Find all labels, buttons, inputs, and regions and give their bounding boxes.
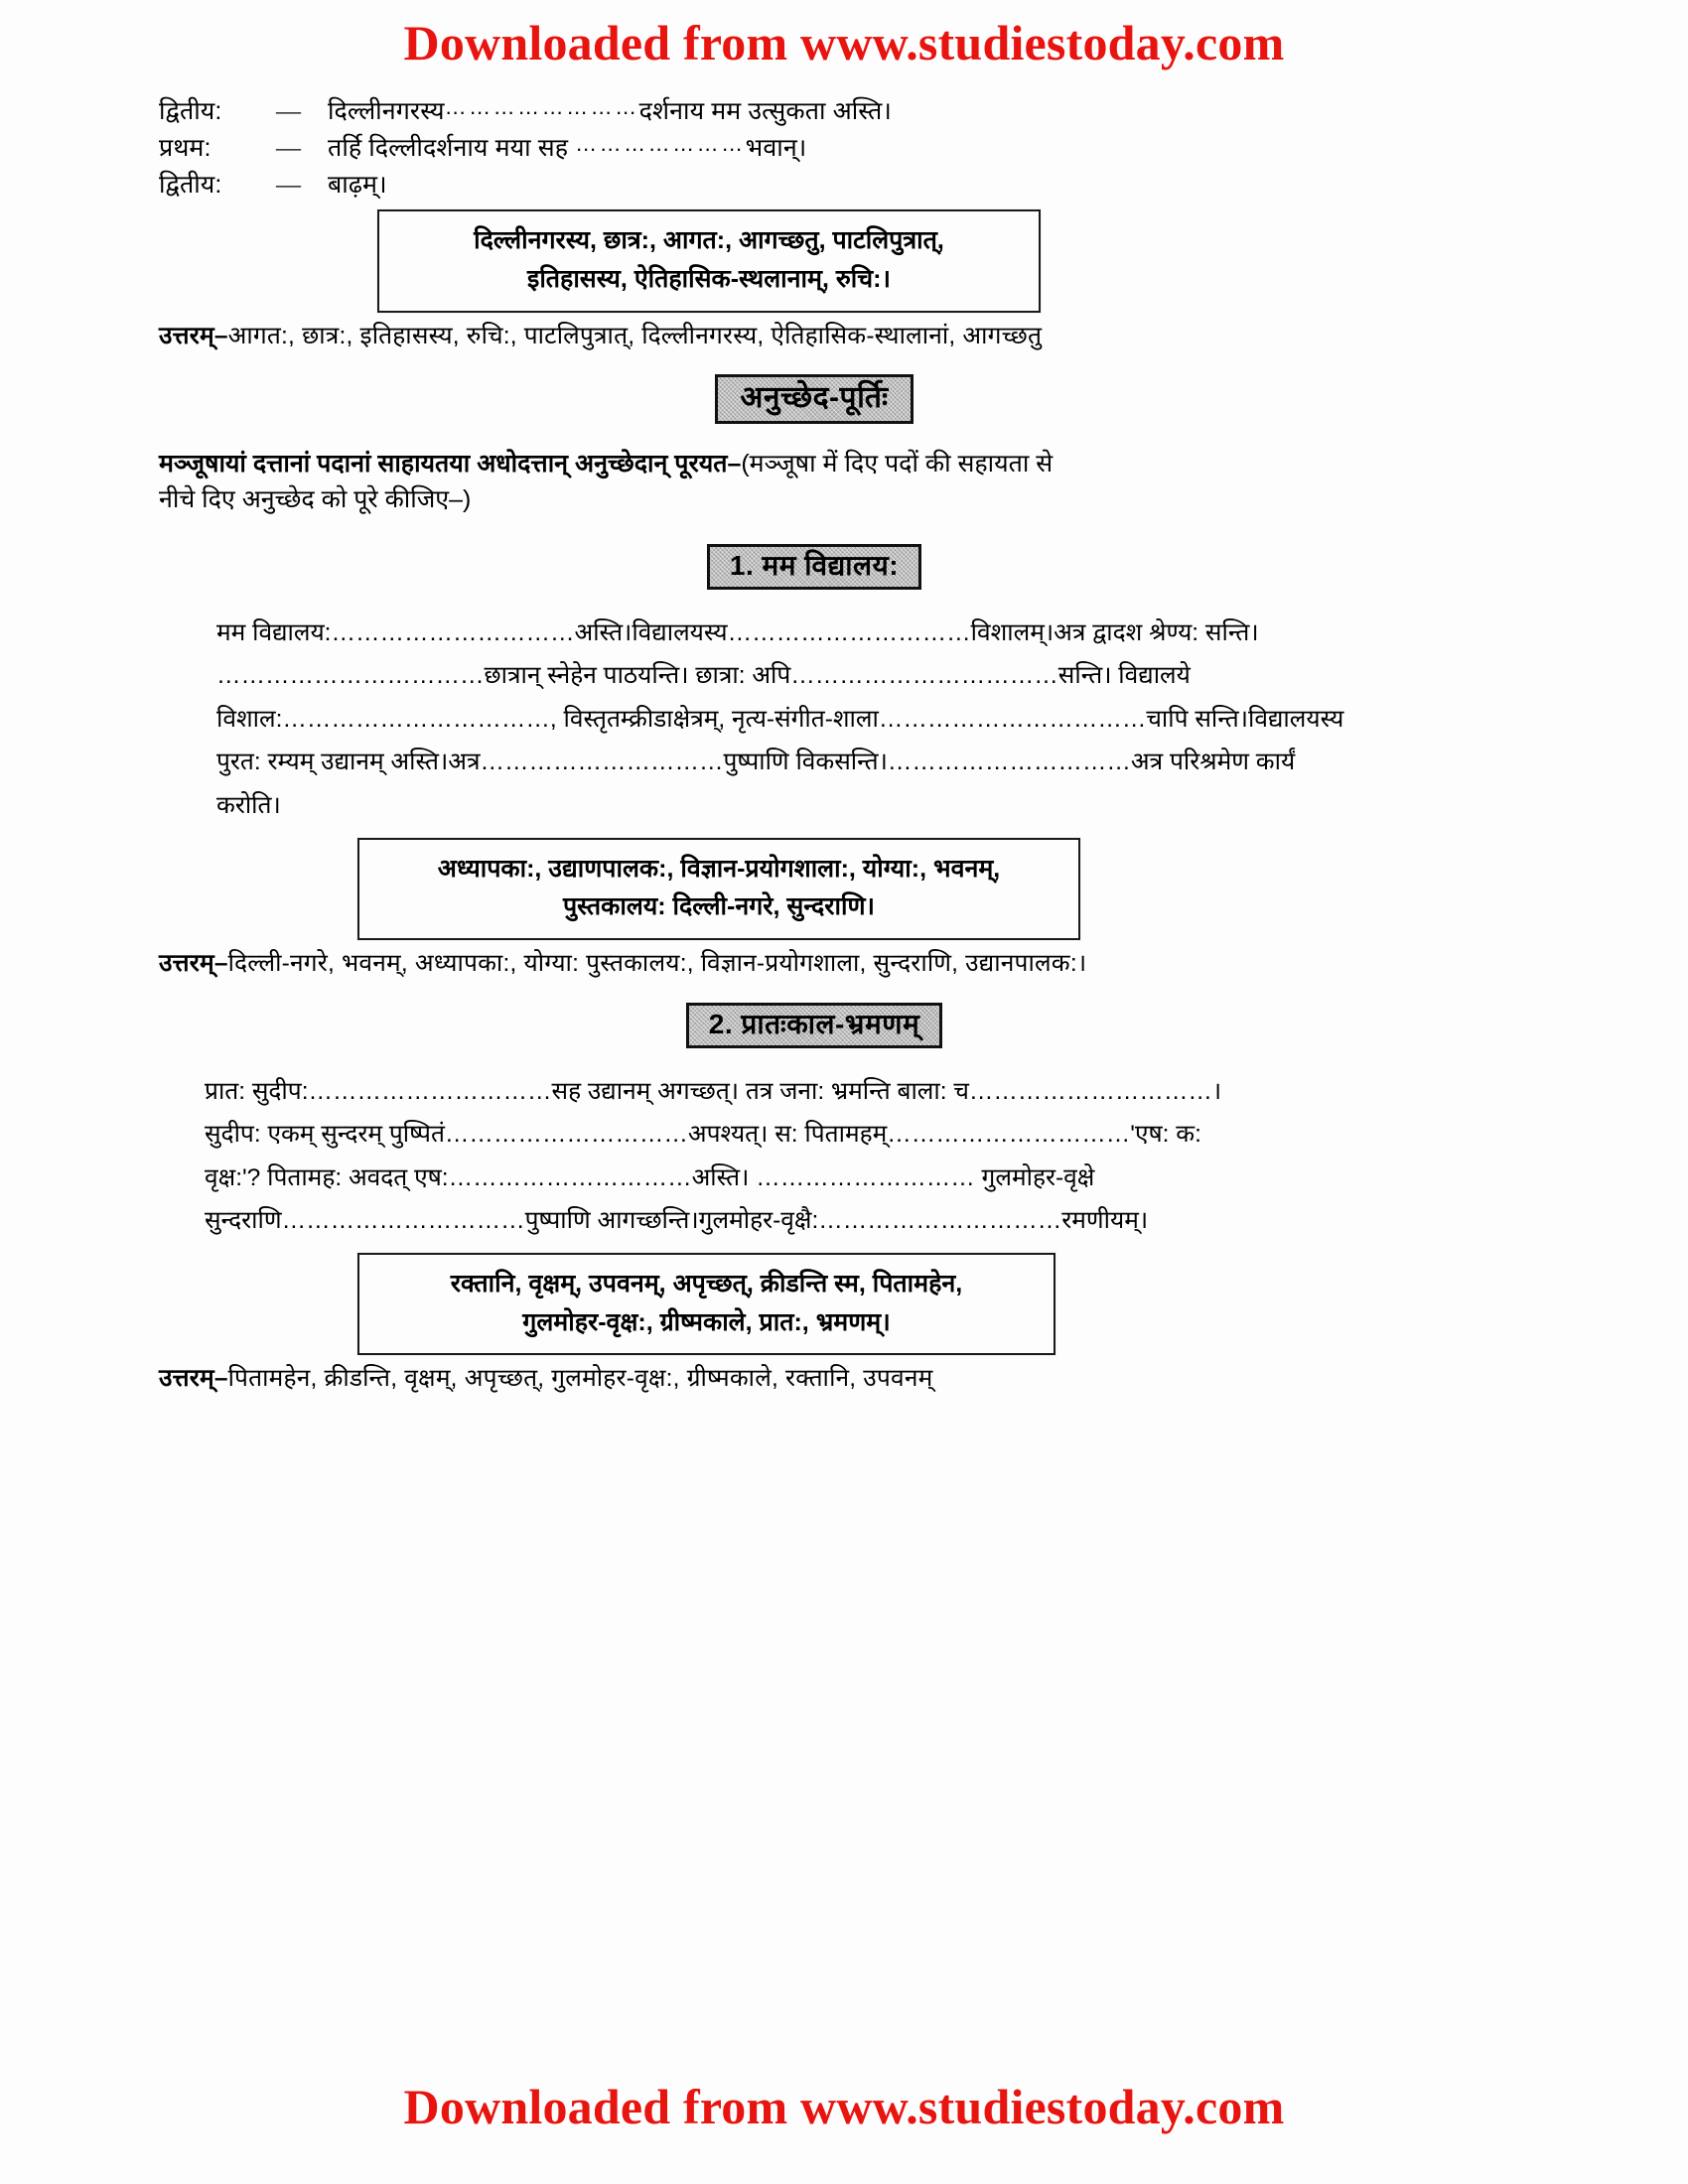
word-bank-box [357, 1253, 1055, 1356]
passage-line: सुन्दराणि…………………………पुष्पाणि आगच्छन्ति।गुलमोहर-वृक्षै:…………………………रमणीयम्। [205, 1207, 1149, 1235]
dialogue-speaker: द्वितीय: [159, 97, 222, 125]
passage-line: पुरत: रम्यम् उद्यानम् अस्ति।अत्र…………………………पुष्पाणि विकसन्ति।…………………………अत्र परिश्रमेण कार्यं [216, 749, 1296, 776]
watermark-bottom: Downloaded from www.studiestoday.com [403, 2079, 1285, 2134]
fill-blank-dots: …………………… [444, 94, 639, 119]
fill-blank-dots: ………………… [575, 131, 746, 156]
answer-text: दिल्ली-नगरे, भवनम्, अध्यापका:, योग्या: पुस्तकालय:, विज्ञान-प्रयोगशाला, सुन्दराणि, उद्यानपालक:। [227, 950, 1087, 978]
dialogue-speaker: द्वितीय: [159, 171, 222, 199]
section-heading-2: 2. प्रातःकाल-भ्रमणम् [686, 1003, 942, 1048]
passage-2 [159, 1070, 1470, 1243]
dialogue-text [328, 131, 1470, 162]
dialogue-text-after: भवान्। [745, 134, 807, 162]
word-bank-line: गुलमोहर-वृक्ष:, ग्रीष्मकाले, प्रात:, भ्रमणम्। [522, 1307, 891, 1336]
word-bank-line: इतिहासस्य, ऐतिहासिक-स्थलानाम्, रुचि:। [527, 264, 891, 293]
dialogue-row [159, 173, 1470, 198]
instruction-dash: – [727, 450, 742, 478]
section-heading-wrap [159, 374, 1470, 424]
dialogue-dash: — [276, 135, 302, 162]
word-bank-box [357, 838, 1080, 941]
word-bank-line: पुस्तकालय: दिल्ली-नगरे, सुन्दराणि। [562, 892, 876, 921]
dialogue-row [159, 131, 1470, 162]
answer-line [159, 322, 1470, 349]
watermark-top: Downloaded from www.studiestoday.com [403, 15, 1285, 70]
section-1-heading-wrap [159, 544, 1470, 590]
passage-line: सुदीप: एकम् सुन्दरम् पुष्पितं…………………………अपश्यत्। स: पितामहम्…………………………'एष: क: [205, 1121, 1201, 1149]
section-2-heading-wrap [159, 1003, 1470, 1048]
instruction-paragraph [159, 446, 1470, 518]
answer-label: उत्तरम् [159, 1365, 214, 1393]
word-bank-line: अध्यापका:, उद्याणपालक:, विज्ञान-प्रयोगशाला:, योग्या:, भवनम्, [437, 854, 1001, 883]
dialogue-text-before: दिल्लीनगरस्य [328, 97, 445, 125]
answer-line [159, 1367, 1470, 1392]
page-title: अनुच्छेद-पूर्तिः [715, 374, 913, 424]
passage-line: ……………………………छात्रान् स्नेहेन पाठयन्ति। छात्रा: अपि……………………………सन्ति। विद्यालये [216, 662, 1191, 690]
section-heading-1: 1. मम विद्यालय: [707, 544, 921, 590]
answer-text: आगत:, छात्र:, इतिहासस्य, रुचि:, पाटलिपुत्रात्, दिल्लीनगरस्य, ऐतिहासिक-स्थालानां, आगच्छतु [227, 322, 1043, 349]
instruction-hindi-line2: नीचे दिए अनुच्छेद को पूरे कीजिए–) [159, 485, 472, 514]
instruction-hindi-line1: (मञ्जूषा में दिए पदों की सहायता से [741, 450, 1054, 478]
dialogue-block [159, 94, 1470, 199]
passage-line: करोति। [216, 791, 281, 819]
word-bank-line: रक्तानि, वृक्षम्, उपवनम्, अपृच्छत्, क्रीडन्ति स्म, पितामहेन, [450, 1269, 963, 1297]
dialogue-speaker: प्रथम: [159, 134, 211, 162]
dialogue-text-after: दर्शनाय मम उत्सुकता अस्ति। [638, 97, 892, 125]
answer-line [159, 952, 1470, 977]
dialogue-row [159, 94, 1470, 125]
answer-label: उत्तरम् [159, 322, 214, 349]
passage-line: वृक्ष:'? पितामह: अवदत् एष:…………………………अस्ति। ……………………… गुलमोहर-वृक्षे [205, 1163, 1095, 1191]
answer-dash: – [213, 1365, 228, 1393]
instruction-sanskrit: मञ्जूषायां दत्तानां पदानां साहायतया अधोदत्तान् अनुच्छेदान् पूरयत [159, 450, 728, 478]
answer-dash: – [213, 950, 228, 978]
dialogue-dash: — [276, 172, 302, 199]
passage-line: विशाल:……………………………, विस्तृतम्क्रीडाक्षेत्रम्, नृत्य-संगीत-शाला……………………………चापि सन्ति।विद्यालयस्य [216, 705, 1344, 733]
document-content [159, 94, 1470, 1398]
dialogue-text [328, 94, 1470, 125]
answer-label: उत्तरम् [159, 950, 214, 978]
answer-text: पितामहेन, क्रीडन्ति, वृक्षम्, अपृच्छत्, गुलमोहर-वृक्ष:, ग्रीष्मकाले, रक्तानि, उपवनम् [227, 1365, 933, 1393]
answer-dash: – [213, 322, 228, 349]
word-bank-line: दिल्लीनगरस्य, छात्र:, आगत:, आगच्छतु, पाटलिपुत्रात्, [474, 226, 944, 254]
word-bank-box [377, 209, 1041, 313]
dialogue-dash: — [276, 98, 302, 125]
passage-line: मम विद्यालय:…………………………अस्ति।विद्यालयस्य…………………………विशालम्।अत्र द्वादश श्रेण्य: सन्ति। [216, 618, 1259, 646]
passage-1 [159, 612, 1470, 828]
dialogue-text: बाढ़म्। [328, 171, 387, 199]
dialogue-text-before: तर्हि दिल्लीदर्शनाय मया सह [328, 134, 576, 162]
passage-line: प्रात: सुदीप:…………………………सह उद्यानम् अगच्छत्। तत्र जना: भ्रमन्ति बाला: च…………………………। [205, 1077, 1222, 1105]
